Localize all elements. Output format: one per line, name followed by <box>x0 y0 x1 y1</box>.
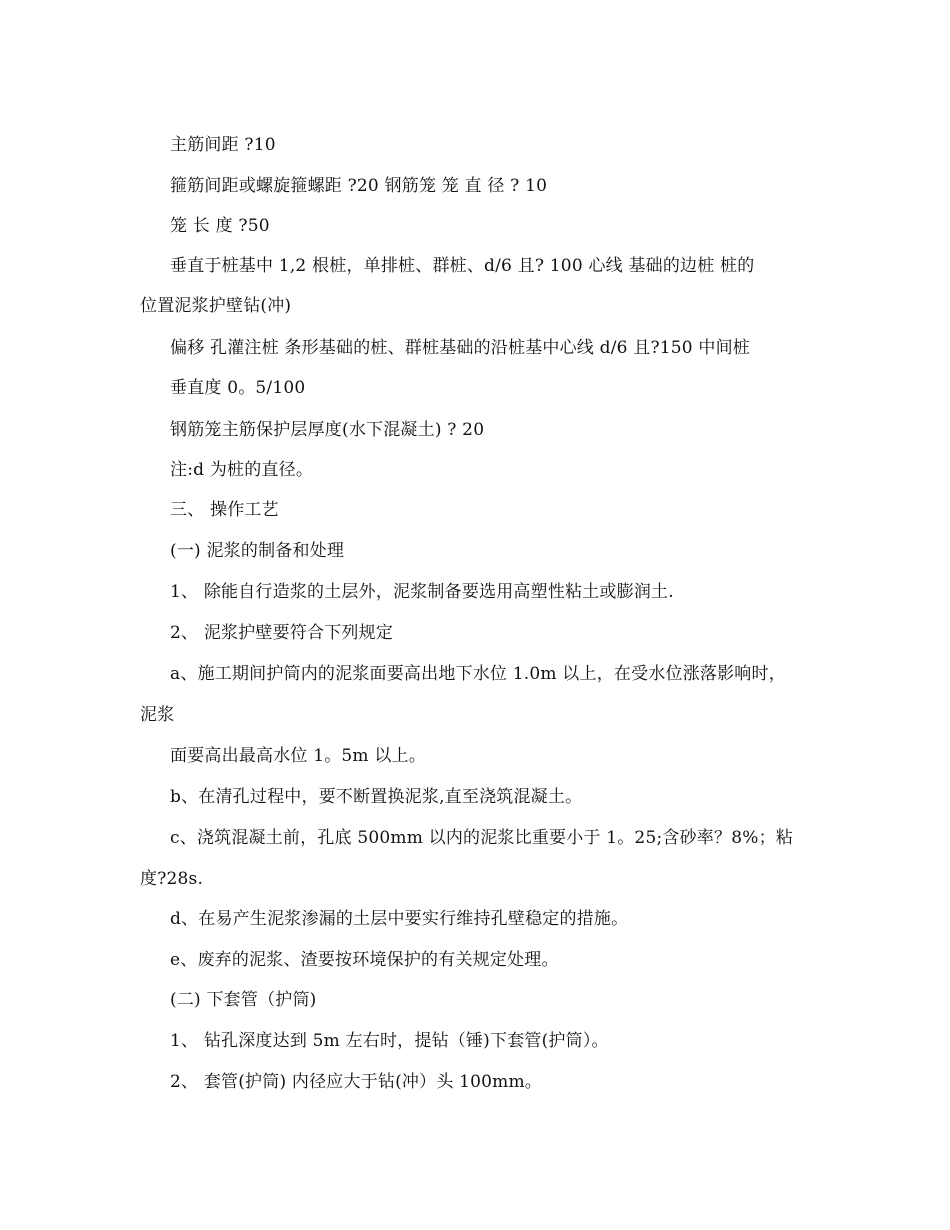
text-line: 笼 长 度 ?50 <box>170 216 270 236</box>
text-line: 度?28s. <box>140 869 204 889</box>
text-line: 面要高出最高水位 1。5m 以上。 <box>170 746 426 766</box>
text-line: 钢筋笼主筋保护层厚度(水下混凝土) ? 20 <box>170 420 485 440</box>
text-line: 垂直于桩基中 1,2 根桩，单排桩、群桩、d/6 且? 100 心线 基础的边桩 桩的 <box>170 256 755 276</box>
subsection-heading: (二) 下套管（护筒) <box>170 990 317 1010</box>
text-line: 箍筋间距或螺旋箍螺距 ?20 钢筋笼 笼 直 径 ? 10 <box>170 176 548 196</box>
subsection-heading: (一) 泥浆的制备和处理 <box>170 541 345 561</box>
text-line: 垂直度 0。5/100 <box>170 378 306 398</box>
text-line: d、在易产生泥浆渗漏的土层中要实行维持孔壁稳定的措施。 <box>170 909 629 929</box>
text-line: 1、 钻孔深度达到 5m 左右时，提钻（锤)下套管(护筒）。 <box>170 1031 609 1051</box>
text-line: 2、 泥浆护壁要符合下列规定 <box>170 623 394 643</box>
text-line: 2、 套管(护筒) 内径应大于钻(冲）头 100mm。 <box>170 1072 543 1092</box>
text-line: c、浇筑混凝土前，孔底 500mm 以内的泥浆比重要小于 1。25;含砂率？8%；粘 <box>170 828 793 848</box>
text-line: 泥浆 <box>140 705 175 725</box>
text-line: e、废弃的泥浆、渣要按环境保护的有关规定处理。 <box>170 950 559 970</box>
text-line: 1、 除能自行造浆的土层外，泥浆制备要选用高塑性粘土或膨润土. <box>170 582 674 602</box>
text-line: 偏移 孔灌注桩 条形基础的桩、群桩基础的沿桩基中心线 d/6 且?150 中间桩 <box>170 338 751 358</box>
text-line: b、在清孔过程中，要不断置换泥浆,直至浇筑混凝土。 <box>170 787 583 807</box>
text-line: 位置泥浆护壁钻(冲) <box>140 296 292 316</box>
text-line: a、施工期间护筒内的泥浆面要高出地下水位 1.0m 以上，在受水位涨落影响时， <box>170 664 786 684</box>
text-line: 注:d 为桩的直径。 <box>170 460 314 480</box>
section-heading: 三、 操作工艺 <box>170 500 279 520</box>
text-line: 主筋间距 ?10 <box>170 135 276 155</box>
